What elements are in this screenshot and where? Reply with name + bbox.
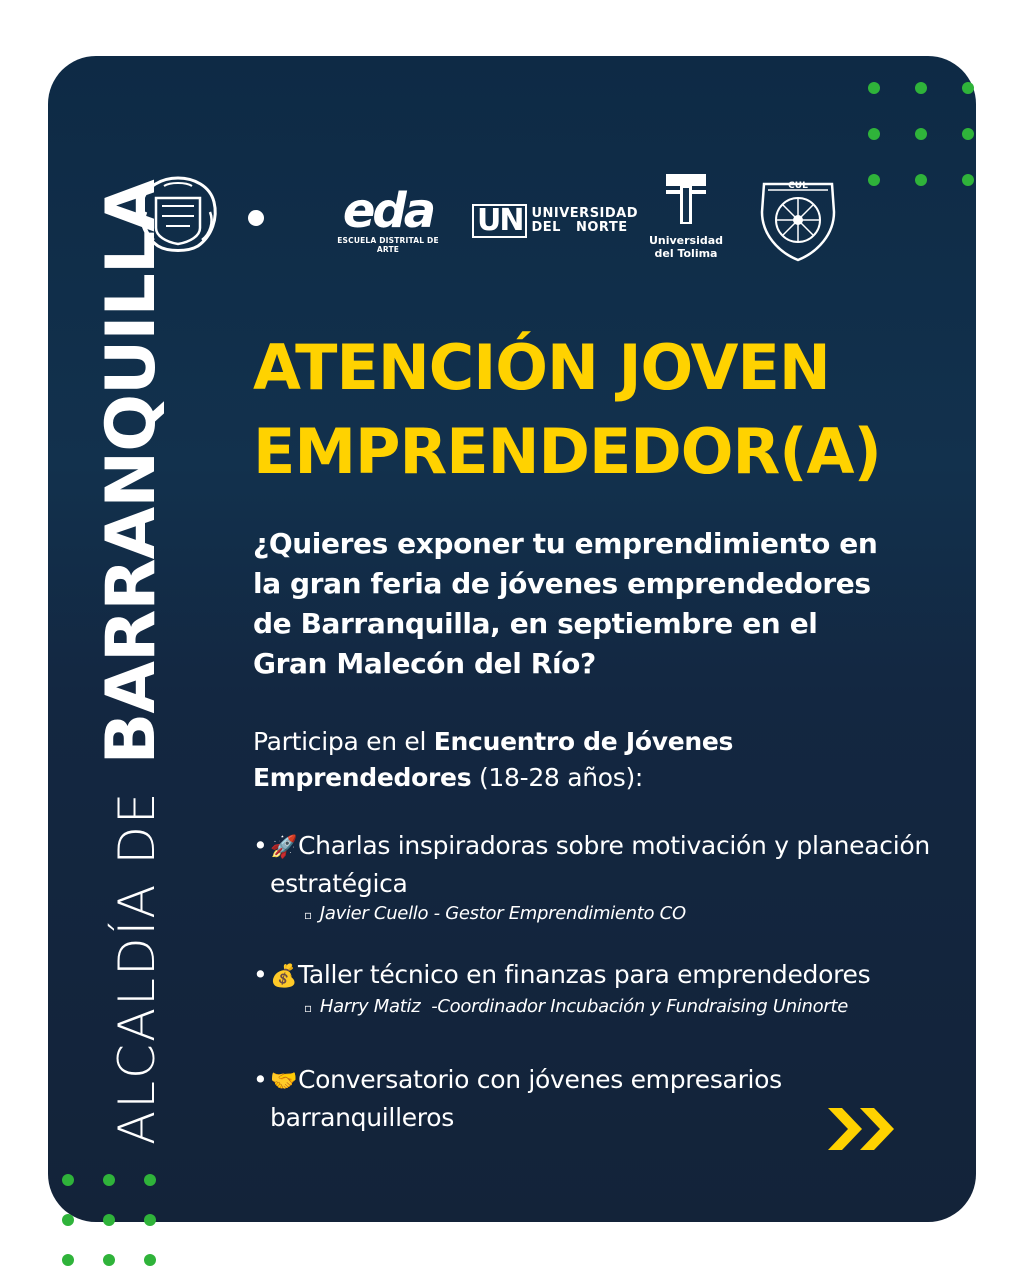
- eda-logo: [328, 183, 448, 254]
- agenda-item-taller: [253, 957, 973, 1020]
- agenda-item-charlas: [253, 828, 973, 927]
- list-bullet: •: [253, 960, 268, 989]
- unitolima-logo: [648, 174, 724, 260]
- agenda-item-title-cont: barranquilleros: [270, 1103, 454, 1132]
- speaker-note: [270, 995, 973, 1020]
- participa-prefix: Participa en el: [253, 727, 434, 756]
- uninorte-logo-mark: UN: [472, 204, 527, 238]
- vertical-title-bold: BARRANQUILLA: [92, 180, 171, 765]
- participa-event-name-2: Emprendedores: [253, 763, 472, 792]
- decorative-dots-bottom-left: [62, 1174, 158, 1266]
- vertical-title-light: ALCALDÍA DE: [108, 790, 166, 1145]
- decorative-dots-top-right: [868, 82, 976, 186]
- vertical-title: [92, 180, 171, 1145]
- intro-question: [253, 524, 973, 684]
- handshake-icon: 🤝: [270, 1069, 298, 1094]
- money-bag-icon: 💰: [270, 964, 298, 989]
- agenda-list: [253, 828, 973, 1136]
- rocket-icon: 🚀: [270, 835, 298, 860]
- cul-logo-mark: CUL: [788, 181, 808, 191]
- participa-suffix: (18-28 años):: [471, 763, 644, 792]
- sub-bullet: ▫: [304, 908, 312, 922]
- participa-event-name-1: Encuentro de Jóvenes: [433, 727, 734, 756]
- question-line-3: de Barranquilla, en septiembre en el: [253, 607, 818, 640]
- double-chevron-right-icon[interactable]: [826, 1104, 898, 1154]
- poster-card: [48, 56, 976, 1222]
- unitolima-t-icon: [666, 174, 706, 224]
- question-line-4: Gran Malecón del Río?: [253, 647, 596, 680]
- list-bullet: •: [253, 1065, 268, 1094]
- headline-line-2: EMPRENDEDOR(A): [253, 415, 881, 488]
- list-bullet: •: [253, 831, 268, 860]
- headline: [253, 326, 973, 494]
- eda-logo-caption: ESCUELA DISTRITAL DE ARTE: [337, 236, 439, 254]
- uninorte-logo: [472, 204, 638, 238]
- speaker-name: Javier Cuello - Gestor Emprendimiento CO: [319, 903, 686, 924]
- separator-dot: [248, 210, 264, 226]
- participa-paragraph: [253, 724, 953, 796]
- cul-shield-icon: [758, 172, 838, 264]
- agenda-item-title: Taller técnico en finanzas para emprendedores: [298, 960, 871, 989]
- agenda-item-title-cont: estratégica: [270, 869, 408, 898]
- uninorte-logo-line2: DEL NORTE: [531, 220, 628, 235]
- speaker-name: Harry Matiz -Coordinador Incubación y Fundraising Uninorte: [319, 996, 848, 1017]
- eda-logo-mark: eda: [342, 183, 434, 239]
- question-line-1: ¿Quieres exponer tu emprendimiento en: [253, 527, 878, 560]
- unitolima-logo-line1: Universidad: [648, 234, 724, 247]
- logo-strip: [130, 168, 850, 268]
- agenda-item-title: Charlas inspiradoras sobre motivación y planeación: [298, 831, 930, 860]
- question-line-2: la gran feria de jóvenes emprendedores: [253, 567, 871, 600]
- sub-bullet: ▫: [304, 1001, 312, 1015]
- headline-line-1: ATENCIÓN JOVEN: [253, 331, 830, 404]
- unitolima-logo-line2: del Tolima: [654, 247, 718, 260]
- uninorte-logo-line1: UNIVERSIDAD: [531, 206, 639, 221]
- agenda-item-title: Conversatorio con jóvenes empresarios: [298, 1065, 782, 1094]
- speaker-note: [270, 902, 973, 927]
